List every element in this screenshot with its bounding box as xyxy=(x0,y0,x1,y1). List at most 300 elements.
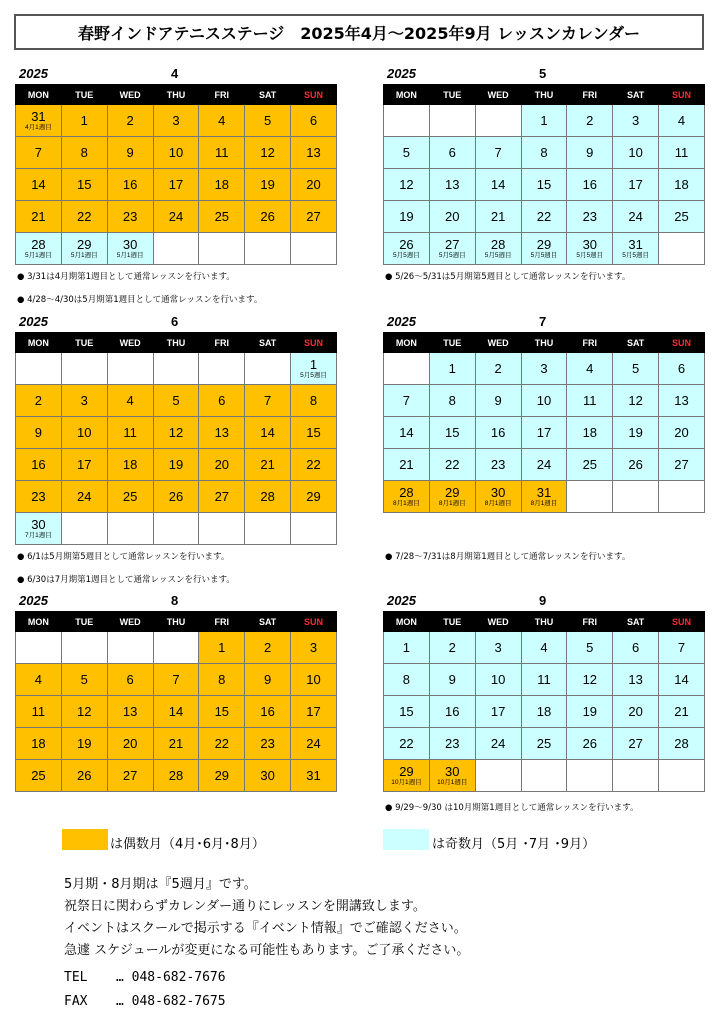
day-number: 22 xyxy=(214,736,230,751)
weekday-header: TUE xyxy=(61,333,107,353)
weekday-header: SAT xyxy=(245,333,291,353)
weekday-header: SUN xyxy=(291,85,337,105)
calendar-empty-cell xyxy=(16,632,62,664)
day-number: 21 xyxy=(399,457,414,472)
calendar-day xyxy=(199,760,245,792)
calendar-day xyxy=(153,728,199,760)
week-label: 4月1週目 xyxy=(25,123,52,131)
calendar-week-row xyxy=(16,385,337,417)
calendar-day xyxy=(659,632,705,664)
day-number: 2 xyxy=(586,113,594,128)
calendar-day xyxy=(61,105,107,137)
calendar-day xyxy=(429,449,475,481)
calendar-day xyxy=(245,417,291,449)
calendar-day xyxy=(199,385,245,417)
day-number: 2 xyxy=(448,640,456,655)
day-number: 18 xyxy=(582,425,598,440)
calendar-day xyxy=(429,760,475,792)
weekday-header: TUE xyxy=(429,85,475,105)
weekday-header: FRI xyxy=(199,612,245,632)
calendar-day xyxy=(384,137,430,169)
calendar-day xyxy=(384,169,430,201)
calendar-day xyxy=(429,664,475,696)
calendar-day xyxy=(384,728,430,760)
weekday-header: FRI xyxy=(199,85,245,105)
week-label: 8月1週目 xyxy=(484,499,512,507)
day-number: 9 xyxy=(448,672,456,687)
day-number: 27 xyxy=(214,489,230,504)
calendar-day xyxy=(153,481,199,513)
calendar-day xyxy=(659,696,705,728)
calendar-day xyxy=(659,449,705,481)
day-number: 18 xyxy=(536,704,552,719)
info-line-2: 祝祭日に関わらずカレンダー通りにレッスンを開講致します。 xyxy=(64,899,426,914)
day-number: 10 xyxy=(168,145,184,160)
day-number: 24 xyxy=(306,736,321,751)
legend-even-swatch xyxy=(62,829,108,850)
day-number: 6 xyxy=(309,113,318,128)
calendar-day xyxy=(567,664,613,696)
calendar-day xyxy=(521,353,567,385)
week-label: 10月1週目 xyxy=(391,778,422,786)
legend-odd-label: は奇数月（5月 ･7月 ･9月） xyxy=(432,837,596,852)
calendar-day xyxy=(475,233,521,265)
day-number: 30 xyxy=(122,236,138,252)
week-label: 5月5週目 xyxy=(393,251,420,259)
day-number: 4 xyxy=(218,113,226,128)
day-number: 25 xyxy=(674,209,689,224)
weekday-header: FRI xyxy=(199,333,245,353)
day-number: 2 xyxy=(264,640,272,655)
week-label: 5月1週目 xyxy=(116,251,144,259)
calendar-day xyxy=(153,760,199,792)
calendar-day xyxy=(521,728,567,760)
week-label: 5月5週目 xyxy=(484,251,512,259)
calendar-day xyxy=(567,137,613,169)
day-number: 22 xyxy=(445,457,460,472)
calendar-day xyxy=(153,417,199,449)
calendar-empty-cell xyxy=(245,233,291,265)
day-number: 3 xyxy=(632,113,640,128)
calendar-empty-cell xyxy=(107,353,153,385)
weekday-header: TUE xyxy=(429,612,475,632)
weekday-header: WED xyxy=(475,333,521,353)
day-number: 25 xyxy=(214,209,230,224)
calendar-day xyxy=(245,664,291,696)
calendar-day xyxy=(16,449,62,481)
day-number: 30 xyxy=(490,484,506,500)
day-number: 14 xyxy=(31,177,46,192)
weekday-header: SAT xyxy=(613,85,659,105)
calendar-week-row xyxy=(16,632,337,664)
day-number: 24 xyxy=(490,736,506,751)
weekday-header: THU xyxy=(521,333,567,353)
calendar-day xyxy=(475,137,521,169)
calendar-day xyxy=(245,105,291,137)
day-number: 3 xyxy=(309,640,318,655)
calendar-empty-cell xyxy=(61,632,107,664)
weekday-header: FRI xyxy=(567,333,613,353)
calendar-week-row xyxy=(384,417,705,449)
calendar-grid xyxy=(15,84,337,265)
day-number: 29 xyxy=(306,489,321,504)
day-number: 26 xyxy=(399,236,414,252)
weekday-header: SAT xyxy=(613,333,659,353)
day-number: 14 xyxy=(490,177,506,192)
info-line-4: 急遽 スケジュールが変更になる可能性もあります。ご了承ください。 xyxy=(64,943,470,958)
week-label: 5月1週目 xyxy=(25,251,52,259)
calendar-day xyxy=(521,696,567,728)
calendar-empty-cell xyxy=(475,105,521,137)
day-number: 12 xyxy=(399,177,414,192)
calendar-week-row xyxy=(384,353,705,385)
calendar-day xyxy=(567,696,613,728)
day-number: 29 xyxy=(445,484,460,500)
day-number: 12 xyxy=(260,145,275,160)
calendar-day xyxy=(521,481,567,513)
calendar-empty-cell xyxy=(199,513,245,545)
day-number: 29 xyxy=(214,768,230,783)
day-number: 19 xyxy=(168,457,184,472)
calendar-day xyxy=(61,760,107,792)
day-number: 13 xyxy=(628,672,643,687)
calendar-year: 2025 xyxy=(387,66,416,81)
calendar-empty-cell xyxy=(107,632,153,664)
day-number: 28 xyxy=(260,489,275,504)
weekday-header: THU xyxy=(153,333,199,353)
day-number: 24 xyxy=(168,209,184,224)
calendar-empty-cell xyxy=(153,632,199,664)
calendar-empty-cell xyxy=(429,105,475,137)
calendar-empty-cell xyxy=(613,481,659,513)
calendar-day xyxy=(429,137,475,169)
weekday-header: SAT xyxy=(245,612,291,632)
calendar-day xyxy=(567,728,613,760)
day-number: 14 xyxy=(260,425,275,440)
day-number: 15 xyxy=(399,704,414,719)
week-label: 8月1週目 xyxy=(530,499,558,507)
weekday-header: TUE xyxy=(61,85,107,105)
day-number: 31 xyxy=(306,768,321,783)
day-number: 22 xyxy=(536,209,552,224)
day-number: 27 xyxy=(674,457,689,472)
calendar-day xyxy=(567,233,613,265)
day-number: 30 xyxy=(260,768,275,783)
calendar-day xyxy=(384,481,430,513)
calendar-empty-cell xyxy=(61,353,107,385)
day-number: 27 xyxy=(445,236,460,252)
fax-number: … 048-682-7675 xyxy=(116,994,226,1009)
calendar-header xyxy=(15,314,337,332)
calendar-day xyxy=(567,632,613,664)
calendar-day xyxy=(475,417,521,449)
day-number: 12 xyxy=(582,672,598,687)
calendar-empty-cell xyxy=(153,513,199,545)
calendar-day xyxy=(61,449,107,481)
note-september-1: ● 9/29～9/30 は10月期第1週目として通常レッスンを行います。 xyxy=(385,803,639,813)
day-number: 22 xyxy=(77,209,92,224)
day-number: 11 xyxy=(537,672,551,687)
day-number: 29 xyxy=(77,236,92,252)
calendar-grid xyxy=(15,332,337,545)
calendar-day xyxy=(107,233,153,265)
calendar-day xyxy=(107,105,153,137)
calendar-day xyxy=(291,417,337,449)
day-number: 30 xyxy=(31,516,46,532)
weekday-header: THU xyxy=(153,85,199,105)
note-may-1: ● 5/26～5/31は5月期第5週目として通常レッスンを行います。 xyxy=(385,272,631,282)
calendar-day xyxy=(475,632,521,664)
calendar-day xyxy=(61,728,107,760)
calendar-day xyxy=(567,353,613,385)
day-number: 18 xyxy=(122,457,138,472)
calendar-day xyxy=(521,385,567,417)
day-number: 3 xyxy=(540,361,548,376)
day-number: 26 xyxy=(628,457,643,472)
calendar-day xyxy=(659,169,705,201)
calendar-empty-cell xyxy=(384,353,430,385)
calendar-day xyxy=(475,201,521,233)
week-label: 5月5週目 xyxy=(300,371,327,379)
day-number: 23 xyxy=(445,736,460,751)
day-number: 28 xyxy=(674,736,689,751)
day-number: 16 xyxy=(582,177,598,192)
calendar-day xyxy=(291,728,337,760)
calendar-empty-cell xyxy=(475,760,521,792)
day-number: 4 xyxy=(586,361,594,376)
calendar-week-row xyxy=(16,728,337,760)
calendar-day xyxy=(245,449,291,481)
calendar-day xyxy=(16,760,62,792)
day-number: 17 xyxy=(306,704,321,719)
calendar-day xyxy=(61,385,107,417)
day-number: 8 xyxy=(309,393,318,408)
day-number: 4 xyxy=(540,640,548,655)
calendar-week-row xyxy=(16,233,337,265)
calendar-week-row xyxy=(384,728,705,760)
calendar-grid xyxy=(383,611,705,792)
calendar-year: 2025 xyxy=(19,593,48,608)
note-june-1: ● 6/1は5月期第5週目として通常レッスンを行います。 xyxy=(17,552,230,562)
calendar-year: 2025 xyxy=(19,314,48,329)
day-number: 23 xyxy=(582,209,598,224)
calendar-week-row xyxy=(384,760,705,792)
day-number: 20 xyxy=(674,425,689,440)
calendar-week-row xyxy=(16,169,337,201)
day-number: 9 xyxy=(264,672,272,687)
calendar-day xyxy=(199,417,245,449)
day-number: 28 xyxy=(31,236,46,252)
calendar-day xyxy=(429,385,475,417)
day-number: 26 xyxy=(77,768,92,783)
calendar-month: 9 xyxy=(539,593,547,608)
calendar-empty-cell xyxy=(291,233,337,265)
calendar-day xyxy=(384,201,430,233)
calendar-july xyxy=(383,314,705,513)
calendar-day xyxy=(613,169,659,201)
calendar-day xyxy=(429,417,475,449)
day-number: 18 xyxy=(31,736,46,751)
day-number: 23 xyxy=(122,209,138,224)
week-label: 5月1週目 xyxy=(70,251,98,259)
note-april-1: ● 3/31は4月期第1週目として通常レッスンを行います。 xyxy=(17,272,235,282)
calendar-day xyxy=(153,137,199,169)
legend-odd-swatch xyxy=(383,829,429,850)
calendar-august xyxy=(15,593,337,792)
day-number: 26 xyxy=(260,209,275,224)
calendar-day xyxy=(245,137,291,169)
day-number: 20 xyxy=(628,704,643,719)
calendar-empty-cell xyxy=(153,353,199,385)
calendar-grid xyxy=(383,84,705,265)
calendar-day xyxy=(107,728,153,760)
calendar-day xyxy=(521,105,567,137)
calendar-day xyxy=(613,353,659,385)
weekday-header: THU xyxy=(521,85,567,105)
calendar-empty-cell xyxy=(107,513,153,545)
day-number: 13 xyxy=(214,425,230,440)
calendar-day xyxy=(199,632,245,664)
day-number: 8 xyxy=(540,145,548,160)
calendar-month: 8 xyxy=(171,593,179,608)
day-number: 31 xyxy=(536,484,552,500)
calendar-day xyxy=(475,385,521,417)
calendar-year: 2025 xyxy=(19,66,48,81)
calendar-day xyxy=(107,481,153,513)
day-number: 5 xyxy=(402,145,411,160)
day-number: 1 xyxy=(309,356,318,372)
calendar-month: 5 xyxy=(539,66,547,81)
day-number: 21 xyxy=(31,209,46,224)
calendar-day xyxy=(291,696,337,728)
calendar-day xyxy=(107,385,153,417)
day-number: 7 xyxy=(34,145,43,160)
calendar-day xyxy=(16,481,62,513)
week-label: 7月1週目 xyxy=(25,531,52,539)
calendar-day xyxy=(475,728,521,760)
weekday-header: MON xyxy=(16,333,62,353)
day-number: 2 xyxy=(494,361,502,376)
day-number: 9 xyxy=(126,145,134,160)
calendar-day xyxy=(153,169,199,201)
calendar-day xyxy=(475,353,521,385)
day-number: 11 xyxy=(215,145,229,160)
day-number: 25 xyxy=(536,736,552,751)
day-number: 26 xyxy=(582,736,598,751)
calendar-empty-cell xyxy=(245,513,291,545)
calendar-day xyxy=(16,417,62,449)
calendar-day xyxy=(659,385,705,417)
calendar-day xyxy=(291,169,337,201)
calendar-day xyxy=(475,449,521,481)
calendar-day xyxy=(429,632,475,664)
calendar-week-row xyxy=(384,105,705,137)
calendar-day xyxy=(384,233,430,265)
calendar-day xyxy=(429,696,475,728)
weekday-header: MON xyxy=(384,333,430,353)
week-label: 5月5週目 xyxy=(438,251,466,259)
day-number: 13 xyxy=(306,145,321,160)
day-number: 22 xyxy=(399,736,414,751)
weekday-header: TUE xyxy=(429,333,475,353)
calendar-grid xyxy=(15,611,337,792)
calendar-empty-cell xyxy=(567,481,613,513)
calendar-year: 2025 xyxy=(387,314,416,329)
day-number: 31 xyxy=(31,108,46,124)
day-number: 11 xyxy=(674,145,689,160)
calendar-day xyxy=(153,201,199,233)
calendar-day xyxy=(521,449,567,481)
fax-label: FAX xyxy=(64,994,88,1009)
calendar-day xyxy=(613,233,659,265)
calendar-day xyxy=(245,385,291,417)
day-number: 3 xyxy=(172,113,180,128)
day-number: 9 xyxy=(34,425,43,440)
day-number: 24 xyxy=(628,209,643,224)
weekday-header: FRI xyxy=(567,612,613,632)
calendar-day xyxy=(199,728,245,760)
day-number: 6 xyxy=(448,145,456,160)
day-number: 9 xyxy=(586,145,594,160)
weekday-header: MON xyxy=(16,85,62,105)
weekday-header: SUN xyxy=(659,333,705,353)
weekday-header: SUN xyxy=(291,333,337,353)
calendar-week-row xyxy=(384,449,705,481)
day-number: 15 xyxy=(536,177,552,192)
calendar-day xyxy=(613,385,659,417)
calendar-empty-cell xyxy=(153,233,199,265)
calendar-day xyxy=(659,417,705,449)
calendar-day xyxy=(659,105,705,137)
day-number: 2 xyxy=(126,113,134,128)
weekday-header: WED xyxy=(107,333,153,353)
weekday-header: WED xyxy=(107,612,153,632)
weekday-header: THU xyxy=(153,612,199,632)
calendar-day xyxy=(107,760,153,792)
calendar-week-row xyxy=(16,664,337,696)
calendar-day xyxy=(61,696,107,728)
day-number: 27 xyxy=(628,736,643,751)
calendar-day xyxy=(521,233,567,265)
calendar-header xyxy=(383,66,705,84)
day-number: 15 xyxy=(445,425,460,440)
calendar-day xyxy=(245,632,291,664)
day-number: 27 xyxy=(306,209,321,224)
day-number: 1 xyxy=(80,113,88,128)
day-number: 7 xyxy=(677,640,686,655)
calendar-day xyxy=(429,201,475,233)
day-number: 12 xyxy=(168,425,184,440)
calendar-week-row xyxy=(16,481,337,513)
day-number: 31 xyxy=(628,236,643,252)
calendar-week-row xyxy=(384,664,705,696)
day-number: 19 xyxy=(399,209,414,224)
calendar-day xyxy=(107,696,153,728)
calendar-day xyxy=(613,696,659,728)
day-number: 19 xyxy=(260,177,275,192)
day-number: 20 xyxy=(306,177,321,192)
day-number: 14 xyxy=(168,704,184,719)
calendar-empty-cell xyxy=(16,353,62,385)
calendar-day xyxy=(199,449,245,481)
calendar-day xyxy=(16,105,62,137)
day-number: 10 xyxy=(77,425,92,440)
calendar-empty-cell xyxy=(291,513,337,545)
day-number: 23 xyxy=(31,489,46,504)
calendar-day xyxy=(153,449,199,481)
day-number: 11 xyxy=(583,393,597,408)
day-number: 14 xyxy=(674,672,689,687)
